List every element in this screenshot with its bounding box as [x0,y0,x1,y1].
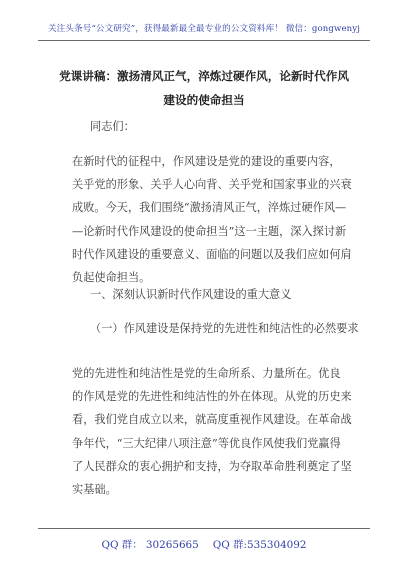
header-divider [38,40,370,41]
paragraph-line: —论新时代作风建设的使命担当”这一主题，深入探讨新 [72,224,347,238]
footer-divider [38,528,370,529]
paragraph-line: 实基础。 [72,483,117,497]
document-title-line: 建设的使命担当 [163,93,245,107]
body-paragraph [72,362,352,501]
paragraph-line: 了人民群众的衷心拥护和支持，为夺取革命胜利奠定了坚 [72,459,352,473]
paragraph-line: 的作风是党的先进性和纯洁性的外在体现。从党的历史来 [72,390,352,404]
footer-qq-group-1: QQ 群： 30265665 [101,539,199,551]
paragraph-line: 关乎党的形象、关乎人心向背、关乎党和国家事业的兴衰 [72,178,352,192]
footer-contacts [0,536,408,551]
paragraph-line: 在新时代的征程中，作风建设是党的建设的重要内容， [72,155,341,168]
document-title-line: 党课讲稿：激扬清风正气，淬炼过硬作风，论新时代作风 [59,69,349,83]
paragraph-line: 负起使命担当。 [72,271,151,285]
footer-qq-group-2: QQ 群:535304092 [212,539,307,551]
paragraph-line: 时代作风建设的重要意义、面临的问题以及我们应如何肩 [72,247,352,261]
paragraph-line: 争年代，“三大纪律八项注意”等优良作风使我们党赢得 [72,436,341,450]
subsection-heading: （一）作风建设是保持党的先进性和纯洁性的必然要求 [90,322,359,335]
header-banner: 关注头条号“公文研究”，获得最新最全最专业的公文资料库！ 微信：gongwenyj [47,24,361,34]
intro-paragraph [72,150,352,289]
salutation: 同志们： [90,120,135,133]
paragraph-line: 成败。今天，我们围绕“激扬清风正气，淬炼过硬作风— [72,201,347,215]
paragraph-line: 党的先进性和纯洁性是党的生命所系、力量所在。优良 [72,367,341,380]
paragraph-line: 看，我们党自成立以来，就高度重视作风建设。在革命战 [72,413,352,427]
document-title [56,64,352,112]
section-heading: 一、深刻认识新时代作风建设的重大意义 [90,288,292,301]
